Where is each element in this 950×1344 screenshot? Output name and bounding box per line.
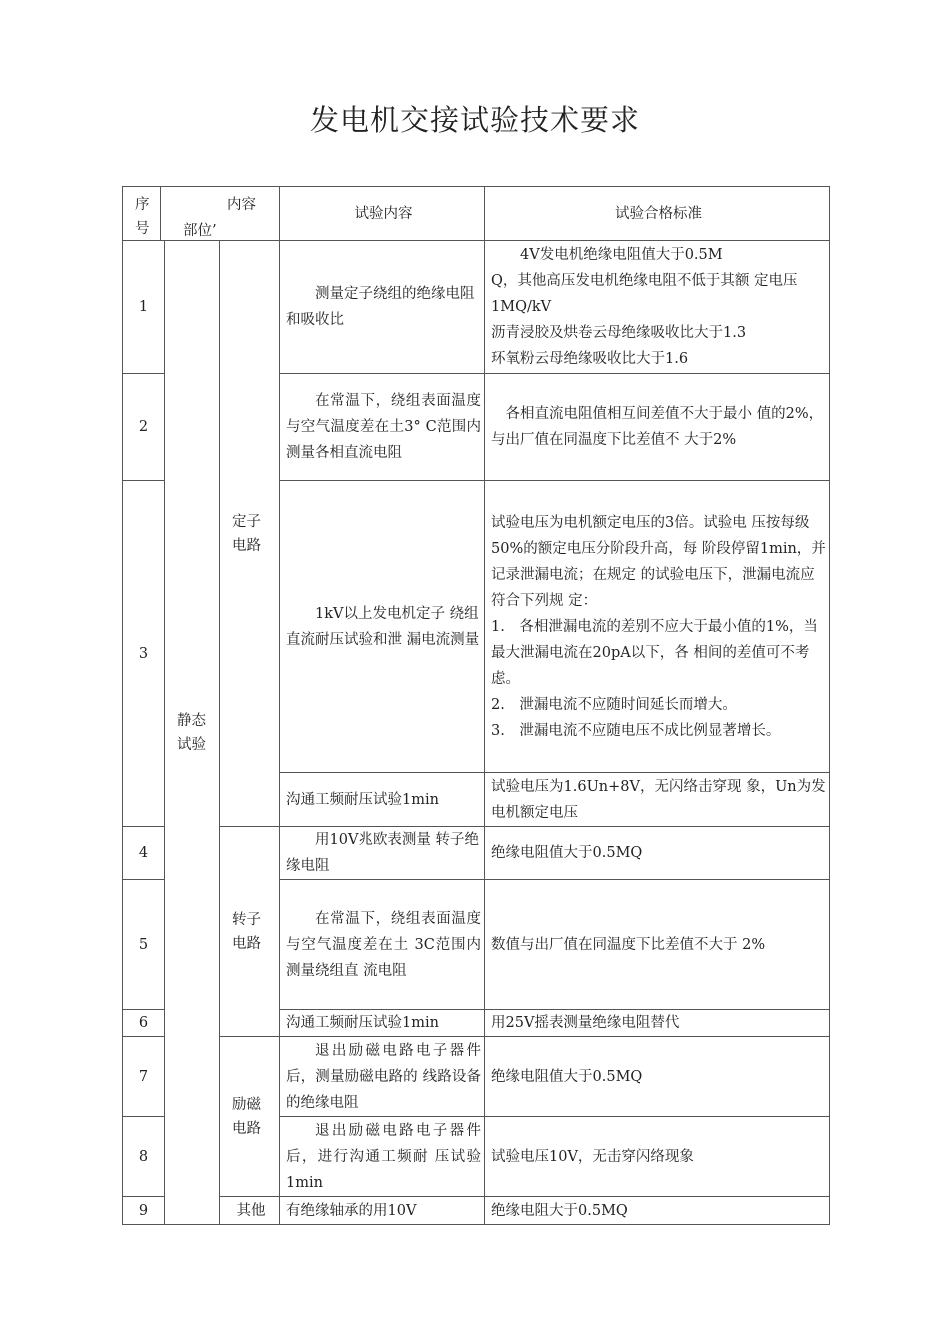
row-number: 8: [123, 1117, 165, 1197]
test-standard: [485, 1037, 830, 1117]
test-content: 在常温下，绕组表面温度与空气温度差在土3° C范围内测量各相直流电阻: [280, 374, 485, 481]
row-number: 9: [123, 1197, 165, 1225]
header-part: 部位’: [183, 223, 217, 239]
test-content: 退出励磁电路电子器件后，测量励磁电路的 线路设备的绝缘电阻: [280, 1037, 485, 1117]
standard-line: 数值与出厂值在同温度下比差值不大于 2%: [491, 936, 766, 953]
test-requirements-table: [122, 186, 830, 1225]
header-divider: [160, 187, 161, 240]
category-rotor: 转子电路: [220, 827, 280, 1037]
test-content: 用10V兆欧表测量 转子绝缘电阻: [280, 827, 485, 880]
test-content: 在常温下，绕组表面温度与空气温度差在土 3C范围内测量绕组直 流电阻: [280, 880, 485, 1010]
standard-line: 沥青浸胶及烘卷云母绝缘吸收比大于1.3: [491, 325, 747, 341]
page-title: 发电机交接试验技术要求: [309, 103, 640, 137]
test-standard: [485, 1117, 830, 1197]
category-stator: 定子电路: [220, 241, 280, 827]
category-excitation: 励磁电路: [220, 1037, 280, 1197]
standard-line: 绝缘电阻值大于0.5MQ: [491, 1068, 643, 1085]
test-content: 沟通工频耐压试验1min: [280, 1010, 485, 1037]
table-row: [123, 1197, 830, 1225]
standard-line: 2. 泄漏电流不应随时间延长而增大。: [491, 696, 737, 713]
test-content: 沟通工频耐压试验1min: [280, 773, 485, 827]
standard-line: 试验电压为1.6Un+8V，无闪络击穿现 象，Un为发电机额定电压: [491, 778, 826, 821]
standard-line: 试验电压10V，无击穿闪络现象: [491, 1148, 694, 1165]
row-number: 4: [123, 827, 165, 880]
header-corner-cell: [123, 187, 280, 241]
category-other: 其他: [220, 1197, 280, 1225]
test-standard: [485, 827, 830, 880]
header-content: 内容: [227, 197, 256, 213]
standard-line: 绝缘电阻大于0.5MQ: [491, 1202, 628, 1219]
standard-line: 用25V摇表测量绝缘电阻替代: [491, 1015, 680, 1031]
row-number: 2: [123, 374, 165, 481]
standard-line: 各相直流电阻值相互间差值不大于最小 值的2%，与出厂值在同温度下比差值不 大于2%: [491, 406, 824, 448]
row-number: 3: [123, 481, 165, 827]
header-test-content: 试验内容: [280, 187, 485, 241]
standard-line: 绝缘电阻值大于0.5MQ: [491, 845, 643, 861]
table-header-row: [123, 187, 830, 241]
standard-line: 3. 泄漏电流不应随电压不成比例显著增长。: [491, 722, 781, 739]
standard-line: Q，其他高压发电机绝缘电阻不低于其额 定电压1MQ/kV: [491, 273, 798, 315]
standard-line: 1. 各相泄漏电流的差别不应大于最小值的1%，当最大泄漏电流在20pA以下，各 相间的差值可不考虑。: [491, 618, 818, 687]
row-number: 6: [123, 1010, 165, 1037]
table-row: [123, 1037, 830, 1117]
header-seq: 序号: [135, 197, 150, 237]
standard-line: 环氧粉云母绝缘吸收比大于1.6: [491, 351, 689, 367]
test-standard: [485, 1010, 830, 1037]
row-number: 5: [123, 880, 165, 1010]
test-standard: [485, 773, 830, 827]
test-standard: [485, 880, 830, 1010]
table-row: [123, 827, 830, 880]
test-content: 1kV以上发电机定子 绕组直流耐压试验和泄 漏电流测量: [280, 481, 485, 773]
test-content: 测量定子绕组的绝缘电阻和吸收比: [280, 241, 485, 374]
row-number: 1: [123, 241, 165, 374]
test-content: 退出励磁电路电子器件后，进行沟通工频耐 压试验1min: [280, 1117, 485, 1197]
table-row: [123, 241, 830, 374]
test-standard: [485, 374, 830, 481]
standard-line: 试验电压为电机额定电压的3倍。试验电 压按每级50%的额定电压分阶段升高，每 阶段停留1min，并记录泄漏电流；在规定 的试验电压下，泄漏电流应符合下列规 定：: [491, 514, 826, 609]
test-content: 有绝缘轴承的用10V: [280, 1197, 485, 1225]
row-number: 7: [123, 1037, 165, 1117]
category-static: 静态试验: [165, 241, 220, 1225]
test-standard: [485, 1197, 830, 1225]
test-standard: [485, 241, 830, 374]
header-standard: 试验合格标准: [485, 187, 830, 241]
standard-line: 4V发电机绝缘电阻值大于0.5M: [520, 247, 723, 263]
test-standard: [485, 481, 830, 773]
